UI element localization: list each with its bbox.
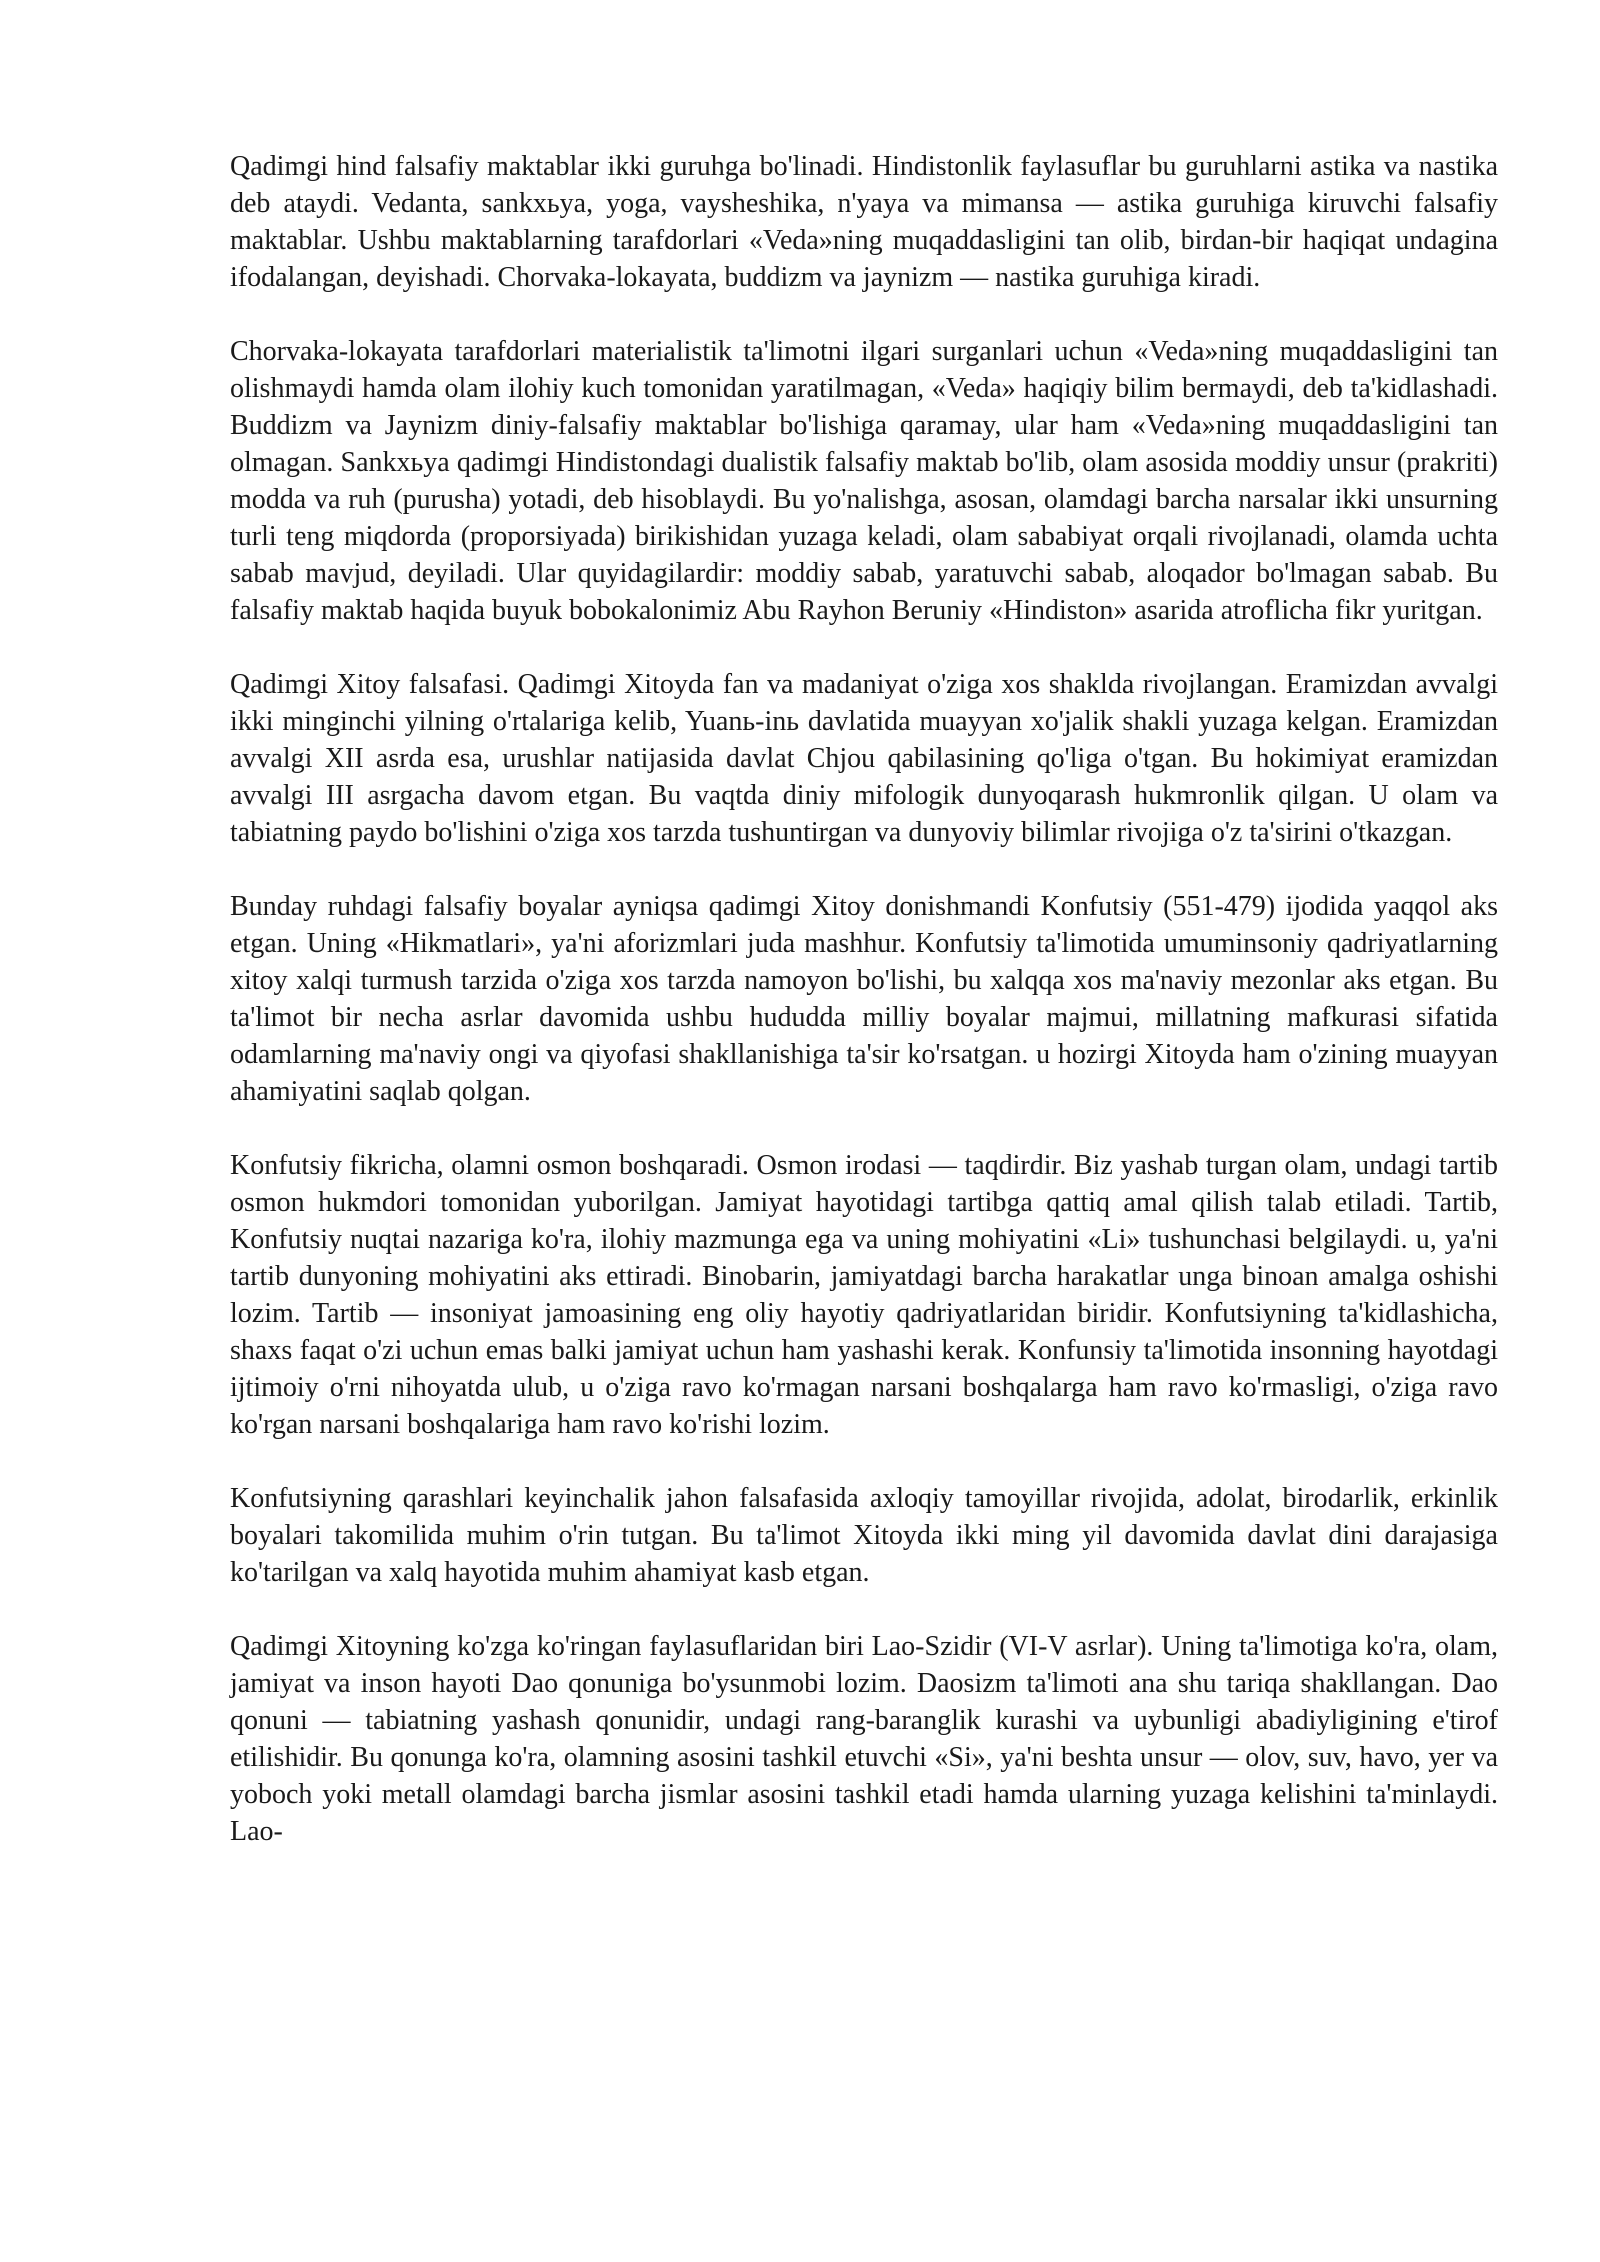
paragraph-6: Konfutsiyning qarashlari keyinchalik jahon falsafasida axloqiy tamoyillar rivojida, adolat, birodarlik, erkinlik boyalari takomilida muhim o'rin tutgan. Bu ta'limot Xitoyda ikki ming yil davomida davlat dini darajasiga ko'tarilgan va xalq hayotida muhim ahamiyat kasb etgan.	[230, 1483, 1498, 1588]
paragraph-2: Chorvaka-lokayata tarafdorlari materialistik ta'limotni ilgari surganlari uchun «Veda»ning muqaddasligini tan olishmaydi hamda olam ilohiy kuch tomonidan yaratilmagan, «Veda» haqiqiy bilim bermaydi, deb ta'kidlashadi. Buddizm va Jaynizm diniy-falsafiy maktablar bo'lishiga qaramay, ular ham «Veda»ning muqaddasligini tan olmagan. Sankxьya qadimgi Hindistondagi dualistik falsafiy maktab bo'lib, olam asosida moddiy unsur (prakriti) modda va ruh (purusha) yotadi, deb hisoblaydi. Bu yo'nalishga, asosan, olamdagi barcha narsalar ikki unsurning turli teng miqdorda (proporsiyada) birikishidan yuzaga keladi, olam sababiyat orqali rivojlanadi, olamda uchta sabab mavjud, deyiladi. Ular quyidagilardir: moddiy sabab, yaratuvchi sabab, aloqador bo'lmagan sabab. Bu falsafiy maktab haqida buyuk bobokalonimiz Abu Rayhon Beruniy «Hindiston» asarida atroflicha fikr yuritgan.	[230, 336, 1498, 626]
document-body	[230, 148, 1498, 1850]
paragraph-4: Bunday ruhdagi falsafiy boyalar ayniqsa qadimgi Xitoy donishmandi Konfutsiy (551-479) ijodida yaqqol aks etgan. Uning «Hikmatlari», ya'ni aforizmlari juda mashhur. Konfutsiy ta'limotida umuminsoniy qadriyatlarning xitoy xalqi turmush tarzida o'ziga xos tarzda namoyon bo'lishi, bu xalqqa xos ma'naviy mezonlar aks etgan. Bu ta'limot bir necha asrlar davomida ushbu hududda milliy boyalar majmui, millatning mafkurasi sifatida odamlarning ma'naviy ongi va qiyofasi shakllanishiga ta'sir ko'rsatgan. u hozirgi Xitoyda ham o'zining muayyan ahamiyatini saqlab qolgan.	[230, 891, 1498, 1107]
paragraph-7: Qadimgi Xitoyning ko'zga ko'ringan faylasuflaridan biri Lao-Szidir (VI-V asrlar). Uning ta'limotiga ko'ra, olam, jamiyat va inson hayoti Dao qonuniga bo'ysunmobi lozim. Daosizm ta'limoti ana shu tariqa shakllangan. Dao qonuni — tabiatning yashash qonunidir, undagi rang-baranglik kurashi va uybunligi abadiyligining e'tirof etilishidir. Bu qonunga ko'ra, olamning asosini tashkil etuvchi «Si», ya'ni beshta unsur — olov, suv, havo, yer va yoboch yoki metall olamdagi barcha jismlar asosini tashkil etadi hamda ularning yuzaga kelishini ta'minlaydi. Lao-	[230, 1631, 1498, 1847]
paragraph-3: Qadimgi Xitoy falsafasi. Qadimgi Xitoyda fan va madaniyat o'ziga xos shaklda rivojlangan. Eramizdan avvalgi ikki minginchi yilning o'rtalariga kelib, Yuanь-inь davlatida muayyan xo'jalik shakli yuzaga kelgan. Eramizdan avvalgi XII asrda esa, urushlar natijasida davlat Chjou qabilasining qo'liga o'tgan. Bu hokimiyat eramizdan avvalgi III asrgacha davom etgan. Bu vaqtda diniy mifologik dunyoqarash hukmronlik qilgan. U olam va tabiatning paydo bo'lishini o'ziga xos tarzda tushuntirgan va dunyoviy bilimlar rivojiga o'z ta'sirini o'tkazgan.	[230, 669, 1498, 848]
paragraph-5: Konfutsiy fikricha, olamni osmon boshqaradi. Osmon irodasi — taqdirdir. Biz yashab turgan olam, undagi tartib osmon hukmdori tomonidan yuborilgan. Jamiyat hayotidagi tartibga qattiq amal qilish talab etiladi. Tartib, Konfutsiy nuqtai nazariga ko'ra, ilohiy mazmunga ega va uning mohiyatini «Li» tushunchasi belgilaydi. u, ya'ni tartib dunyoning mohiyatini aks ettiradi. Binobarin, jamiyatdagi barcha harakatlar unga binoan amalga oshishi lozim. Tartib — insoniyat jamoasining eng oliy hayotiy qadriyatlaridan biridir. Konfutsiyning ta'kidlashicha, shaxs faqat o'zi uchun emas balki jamiyat uchun ham yashashi kerak. Konfunsiy ta'limotida insonning hayotdagi ijtimoiy o'rni nihoyatda ulub, u o'ziga ravo ko'rmagan narsani boshqalarga ham ravo ko'rmasligi, o'ziga ravo ko'rgan narsani boshqalariga ham ravo ko'rishi lozim.	[230, 1150, 1498, 1440]
paragraph-1: Qadimgi hind falsafiy maktablar ikki guruhga bo'linadi. Hindistonlik faylasuflar bu guruhlarni astika va nastika deb ataydi. Vedanta, sankxьya, yoga, vaysheshika, n'yaya va mimansa — astika guruhiga kiruvchi falsafiy maktablar. Ushbu maktablarning tarafdorlari «Veda»ning muqaddasligini tan olib, birdan-bir haqiqat undagina ifodalangan, deyishadi. Chorvaka-lokayata, buddizm va jaynizm — nastika guruhiga kiradi.	[230, 151, 1498, 293]
